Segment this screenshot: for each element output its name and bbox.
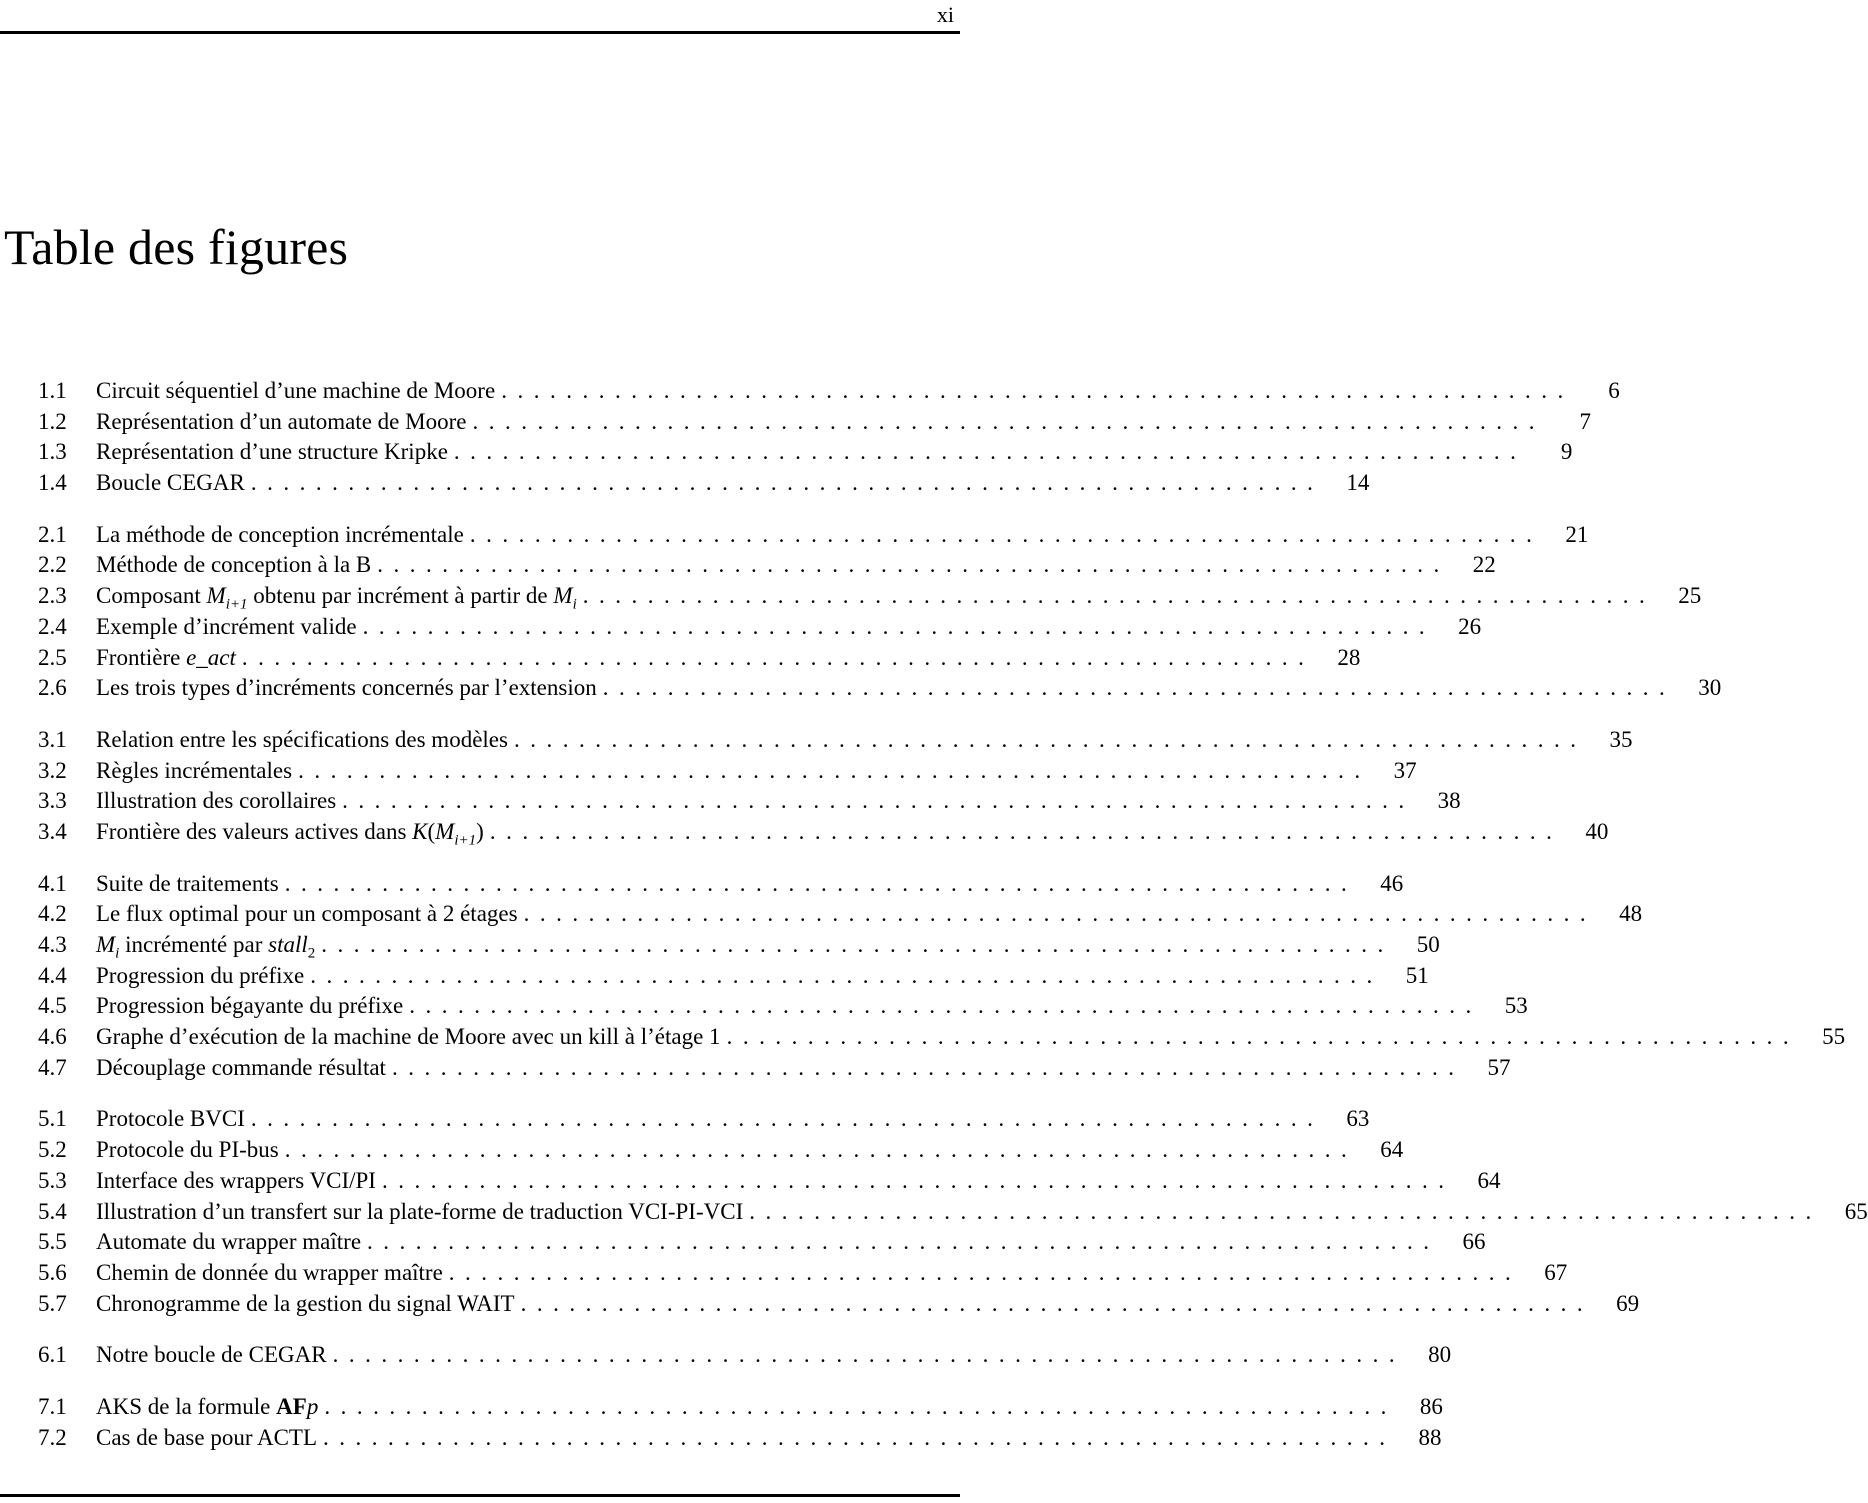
figure-title: Notre boucle de CEGAR: [96, 1342, 327, 1368]
chapter-5-group: [38, 1104, 1868, 1319]
page-ref: 65: [1844, 1198, 1868, 1224]
title-text: obtenu par incrément à partir de: [247, 583, 554, 609]
figure-title: Relation entre les spécifications des modèles: [96, 726, 508, 752]
toc-entry[interactable]: [38, 673, 1722, 704]
math-symbol: M: [553, 583, 573, 609]
list-of-figures: [38, 376, 1868, 1474]
figure-title: Les trois types d’incréments concernés par l’extension: [96, 675, 597, 701]
figure-title: Chemin de donnée du wrapper maître: [96, 1259, 443, 1285]
figure-number: 5.3: [38, 1167, 67, 1193]
figure-title: Chronogramme de la gestion du signal WAIT: [96, 1290, 515, 1316]
dot-leader: ..................................................................: [241, 644, 1315, 670]
dot-leader: ..................................................................: [324, 1393, 1397, 1419]
dot-leader: ..................................................................: [602, 675, 1676, 701]
figure-number: 4.7: [38, 1054, 67, 1080]
figure-title: [96, 817, 484, 856]
title-text: Frontière: [96, 644, 187, 670]
toc-entry[interactable]: [38, 786, 1461, 817]
dot-leader: ..................................................................: [250, 470, 1324, 496]
page-ref: 66: [1462, 1229, 1486, 1255]
toc-entry[interactable]: [38, 1104, 1370, 1135]
figure-number: 1.4: [38, 470, 67, 496]
page-ref: 14: [1346, 470, 1370, 496]
dot-leader: ..................................................................: [342, 788, 1415, 814]
figure-number: 1.3: [38, 439, 67, 465]
figure-number: 1.2: [38, 408, 67, 434]
figure-number: 3.4: [38, 818, 67, 844]
dot-leader: ..................................................................: [250, 1106, 1324, 1132]
page-ref: 50: [1416, 932, 1440, 957]
figure-title: Suite de traitements: [96, 870, 279, 896]
toc-entry[interactable]: [38, 930, 1440, 962]
page-ref: 53: [1504, 993, 1528, 1019]
chapter-3-group: [38, 725, 1633, 849]
dot-leader: ..................................................................: [377, 552, 1450, 578]
page-ref: 80: [1428, 1342, 1452, 1368]
figure-number: 2.1: [38, 521, 67, 547]
page-ref: 57: [1487, 1054, 1511, 1080]
toc-entry[interactable]: [38, 1227, 1486, 1258]
page-ref: 86: [1419, 1393, 1443, 1419]
page-number: xi: [936, 2, 954, 27]
figure-title: [96, 643, 236, 674]
page-ref: 22: [1472, 552, 1496, 578]
figure-title: Représentation d’un automate de Moore: [96, 408, 467, 434]
dot-leader: ..................................................................: [323, 1424, 1396, 1450]
page-ref: 48: [1619, 901, 1643, 927]
toc-entry[interactable]: [38, 1258, 1568, 1289]
page-ref: 38: [1437, 788, 1461, 814]
toc-entry[interactable]: [38, 612, 1482, 643]
figure-title: Le flux optimal pour un composant à 2 étages: [96, 901, 518, 927]
page-ref: 37: [1393, 757, 1417, 783]
figure-title: Méthode de conception à la B: [96, 552, 372, 578]
title-text: Composant: [96, 583, 207, 609]
figure-title: Boucle CEGAR: [96, 470, 245, 496]
dot-leader: ..................................................................: [472, 408, 1545, 434]
page-ref: 88: [1418, 1424, 1442, 1450]
figure-number: 1.1: [38, 378, 67, 403]
header-rule: [0, 31, 960, 34]
title-text: incrémenté par: [119, 932, 269, 957]
page-ref: 55: [1822, 1024, 1846, 1050]
page-ref: 64: [1380, 1137, 1404, 1163]
math-subscript: i: [115, 945, 120, 962]
toc-entry[interactable]: [38, 468, 1370, 499]
dot-leader: ..................................................................: [520, 1290, 1594, 1316]
dot-leader: ..................................................................: [367, 1229, 1440, 1255]
figure-number: 4.5: [38, 993, 67, 1019]
figure-number: 4.4: [38, 962, 67, 988]
toc-entry[interactable]: [38, 407, 1591, 438]
toc-entry[interactable]: [38, 1340, 1452, 1371]
page-ref: 67: [1544, 1259, 1568, 1285]
figure-number: 5.2: [38, 1137, 67, 1163]
toc-entry[interactable]: [38, 899, 1643, 930]
figure-title: Représentation d’une structure Kripke: [96, 439, 448, 465]
figure-number: 5.6: [38, 1259, 67, 1285]
dot-leader: ..................................................................: [332, 1342, 1406, 1368]
figure-number: 5.4: [38, 1198, 67, 1224]
page-ref: 63: [1346, 1106, 1370, 1132]
chapter-7-group: [38, 1392, 1443, 1453]
dot-leader: ..................................................................: [513, 726, 1587, 752]
page-ref: 6: [1608, 378, 1620, 403]
figure-title: Protocole BVCI: [96, 1106, 245, 1132]
page-ref: 46: [1380, 870, 1404, 896]
toc-entry[interactable]: [38, 756, 1417, 787]
dot-leader: ..................................................................: [489, 818, 1563, 844]
figure-number: 4.2: [38, 901, 67, 927]
figure-number: 4.3: [38, 932, 67, 957]
footer-rule: [0, 1494, 960, 1497]
toc-entry[interactable]: [38, 725, 1633, 756]
math-paren: (: [427, 818, 436, 844]
figure-number: 4.6: [38, 1024, 67, 1050]
figure-title: La méthode de conception incrémentale: [96, 521, 464, 547]
dot-leader: ..................................................................: [448, 1259, 1522, 1285]
page-title: Table des figures: [4, 219, 349, 275]
page-ref: 25: [1678, 583, 1702, 609]
dot-leader: ..................................................................: [469, 521, 1543, 547]
figure-title: Découplage commande résultat: [96, 1054, 386, 1080]
math-symbol: e_act: [186, 644, 236, 670]
figure-title: Protocole du PI-bus: [96, 1137, 279, 1163]
math-symbol: M: [96, 932, 116, 957]
toc-entry[interactable]: [38, 1135, 1404, 1166]
figure-number: 2.5: [38, 644, 67, 670]
dot-leader: ..................................................................: [409, 993, 1482, 1019]
math-symbol: K: [412, 818, 428, 844]
chapter-4-group: [38, 869, 1846, 1084]
figure-number: 4.1: [38, 870, 67, 896]
page-ref: 26: [1458, 613, 1482, 639]
toc-entry[interactable]: [38, 869, 1404, 900]
page-ref: 40: [1585, 818, 1609, 844]
chapter-2-group: [38, 520, 1722, 704]
dot-leader: ..................................................................: [321, 932, 1394, 957]
figure-title: [96, 1392, 318, 1423]
figure-title: Automate du wrapper maître: [96, 1229, 362, 1255]
math-subscript: i: [572, 596, 577, 613]
page-ref: 51: [1405, 962, 1429, 988]
chapter-1-group: [38, 376, 1620, 499]
toc-entry[interactable]: [38, 581, 1702, 613]
dot-leader: ..................................................................: [391, 1054, 1465, 1080]
page-ref: 21: [1565, 521, 1589, 547]
math-symbol: M: [206, 583, 226, 609]
dot-leader: ..................................................................: [284, 1137, 1358, 1163]
figure-title: Interface des wrappers VCI/PI: [96, 1167, 376, 1193]
toc-entry[interactable]: [38, 1022, 1846, 1053]
chapter-6-group: [38, 1340, 1452, 1371]
math-paren: ): [476, 818, 484, 844]
toc-entry[interactable]: [38, 1053, 1511, 1084]
toc-entry[interactable]: [38, 961, 1429, 992]
math-subscript: i+1: [454, 832, 477, 849]
toc-entry[interactable]: [38, 550, 1496, 581]
figure-title: Règles incrémentales: [96, 757, 293, 783]
toc-entry[interactable]: [38, 520, 1589, 551]
title-text: Frontière des valeurs actives dans: [96, 818, 413, 844]
figure-number: 5.1: [38, 1106, 67, 1132]
dot-leader: ..................................................................: [284, 870, 1358, 896]
figure-title: Illustration d’un transfert sur la plate-forme de traduction VCI-PI-VCI: [96, 1198, 744, 1224]
page-ref: 9: [1560, 439, 1573, 465]
page-ref: 69: [1616, 1290, 1640, 1316]
figure-number: 7.1: [38, 1393, 67, 1419]
toc-entry[interactable]: [38, 1197, 1868, 1228]
figure-title: Progression du préfixe: [96, 962, 305, 988]
page-ref: 30: [1698, 675, 1722, 701]
figure-title: Circuit séquentiel d’une machine de Moore: [96, 378, 496, 403]
toc-entry[interactable]: [38, 437, 1573, 468]
figure-number: 5.7: [38, 1290, 67, 1316]
toc-entry[interactable]: [38, 376, 1620, 407]
figure-title: Progression bégayante du préfixe: [96, 993, 404, 1019]
dot-leader: ..................................................................: [749, 1198, 1822, 1224]
figure-number: 3.1: [38, 726, 67, 752]
toc-entry[interactable]: [38, 817, 1609, 849]
toc-entry[interactable]: [38, 1392, 1443, 1423]
figure-title: Illustration des corollaires: [96, 788, 337, 814]
dot-leader: ..................................................................: [726, 1024, 1800, 1050]
figure-number: 3.3: [38, 788, 67, 814]
dot-leader: ..................................................................: [523, 901, 1597, 927]
math-symbol: stall: [268, 932, 308, 957]
figure-title: Graphe d’exécution de la machine de Moore avec un kill à l’étage 1: [96, 1024, 721, 1050]
figure-title: Cas de base pour ACTL: [96, 1424, 318, 1450]
math-symbol: M: [435, 818, 455, 844]
math-bold: AF: [276, 1393, 307, 1419]
page-ref: 35: [1609, 726, 1633, 752]
math-subscript: i+1: [225, 596, 248, 613]
dot-leader: ..................................................................: [381, 1167, 1455, 1193]
figure-title: Exemple d’incrément valide: [96, 613, 357, 639]
figure-number: 7.2: [38, 1424, 67, 1450]
dot-leader: ..................................................................: [501, 378, 1574, 403]
toc-entry[interactable]: [38, 643, 1361, 674]
figure-number: 2.6: [38, 675, 67, 701]
page-ref: 28: [1337, 644, 1361, 670]
math-subscript: 2: [307, 945, 316, 962]
dot-leader: ..................................................................: [582, 583, 1656, 609]
dot-leader: ..................................................................: [298, 757, 1371, 783]
figure-number: 5.5: [38, 1229, 67, 1255]
figure-number: 2.2: [38, 552, 67, 578]
dot-leader: ..................................................................: [310, 962, 1383, 988]
figure-number: 2.3: [38, 583, 67, 609]
toc-entry[interactable]: [38, 1166, 1501, 1197]
page-ref: 64: [1477, 1167, 1501, 1193]
page-ref: 7: [1579, 408, 1591, 434]
figure-number: 2.4: [38, 613, 67, 639]
math-symbol: p: [306, 1393, 319, 1419]
toc-entry[interactable]: [38, 991, 1528, 1022]
toc-entry[interactable]: [38, 1289, 1640, 1320]
dot-leader: ..................................................................: [362, 613, 1436, 639]
dot-leader: ..................................................................: [453, 439, 1527, 465]
figure-number: 3.2: [38, 757, 67, 783]
toc-entry[interactable]: [38, 1423, 1442, 1454]
title-text: AKS de la formule: [96, 1393, 277, 1419]
figure-number: 6.1: [38, 1342, 67, 1368]
